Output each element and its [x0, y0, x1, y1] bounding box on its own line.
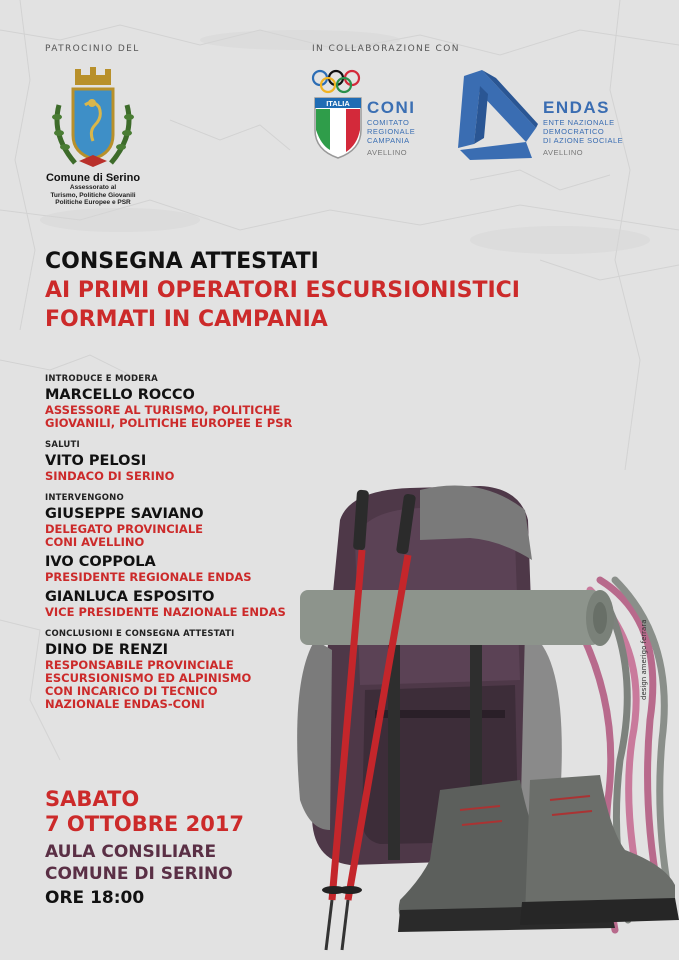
speaker-name: IVO COPPOLA — [45, 554, 156, 570]
speaker-role: RESPONSABILE PROVINCIALE ESCURSIONISMO ED ALPINISMO CON INCARICO DI TECNICO NAZIONALE ENDAS-CONI — [45, 658, 252, 711]
speaker-name: VITO PELOSI — [45, 453, 147, 469]
headline-line-2: AI PRIMI OPERATORI ESCURSIONISTICI — [45, 278, 520, 303]
comune-sub-line: Politiche Europee e PSR — [55, 199, 131, 206]
speaker-entry — [45, 452, 345, 483]
speaker-role: DELEGATO PROVINCIALE CONI AVELLINO — [45, 522, 204, 549]
speaker-entry — [45, 553, 345, 584]
design-credit: design amerigo ferrara — [640, 619, 648, 700]
speaker-name: DINO DE RENZI — [45, 642, 169, 658]
coni-city: AVELLINO — [367, 148, 408, 157]
comune-sub-line: Assessorato al — [69, 184, 117, 191]
speaker-name: GIUSEPPE SAVIANO — [45, 506, 204, 522]
coni-logo — [311, 68, 451, 163]
speaker-entry — [45, 641, 345, 711]
program — [45, 374, 345, 715]
section-label-introduce: INTRODUCE E MODERA — [45, 374, 158, 384]
collaboration-label: IN COLLABORAZIONE CON — [312, 44, 460, 54]
endas-sub-line: DI AZIONE SOCIALE — [543, 136, 624, 145]
comune-logo — [38, 65, 148, 207]
coni-sub-line: REGIONALE — [367, 127, 416, 136]
speaker-entry — [45, 386, 345, 430]
coat-of-arms-icon — [45, 65, 141, 170]
coni-sub-line: COMITATO — [367, 118, 410, 127]
headline — [45, 247, 520, 334]
section-label-saluti: SALUTI — [45, 440, 80, 450]
speaker-entry — [45, 505, 345, 549]
coni-shield-text: ITALIA — [326, 99, 350, 108]
section-label-conclusioni: CONCLUSIONI E CONSEGNA ATTESTATI — [45, 629, 235, 639]
event-details — [45, 787, 244, 909]
event-day: SABATO — [45, 787, 140, 811]
speaker-role: SINDACO DI SERINO — [45, 469, 175, 483]
endas-sub-line: ENTE NAZIONALE — [543, 118, 615, 127]
comune-sub-line: Turismo, Politiche Giovanili — [50, 191, 136, 199]
event-venue-line-1: AULA CONSILIARE — [45, 842, 217, 862]
speaker-role: ASSESSORE AL TURISMO, POLITICHE GIOVANILI, POLITICHE EUROPEE E PSR — [45, 403, 293, 430]
event-time: ORE 18:00 — [45, 888, 145, 908]
coni-sub-line: CAMPANIA — [367, 136, 410, 145]
patronage-label: PATROCINIO DEL — [45, 44, 140, 54]
endas-name: ENDAS — [543, 98, 611, 117]
endas-city: AVELLINO — [543, 148, 584, 157]
comune-name: Comune di Serino — [45, 172, 141, 184]
coni-name: CONI — [367, 98, 416, 117]
speaker-role: PRESIDENTE REGIONALE ENDAS — [45, 570, 252, 584]
endas-triangle-icon — [456, 68, 542, 163]
event-venue-line-2: COMUNE DI SERINO — [45, 864, 233, 884]
speaker-name: MARCELLO ROCCO — [45, 387, 195, 403]
headline-line-3: FORMATI IN CAMPANIA — [45, 307, 328, 332]
endas-sub-line: DEMOCRATICO — [543, 127, 605, 136]
endas-logo — [456, 68, 646, 163]
speaker-name: GIANLUCA ESPOSITO — [45, 589, 215, 605]
section-label-intervengono: INTERVENGONO — [45, 493, 124, 503]
speaker-entry — [45, 588, 345, 619]
speaker-role: VICE PRESIDENTE NAZIONALE ENDAS — [45, 605, 286, 619]
olympic-rings-shield-icon — [311, 68, 367, 163]
event-date: 7 OTTOBRE 2017 — [45, 812, 245, 836]
headline-line-1: CONSEGNA ATTESTATI — [45, 249, 319, 274]
